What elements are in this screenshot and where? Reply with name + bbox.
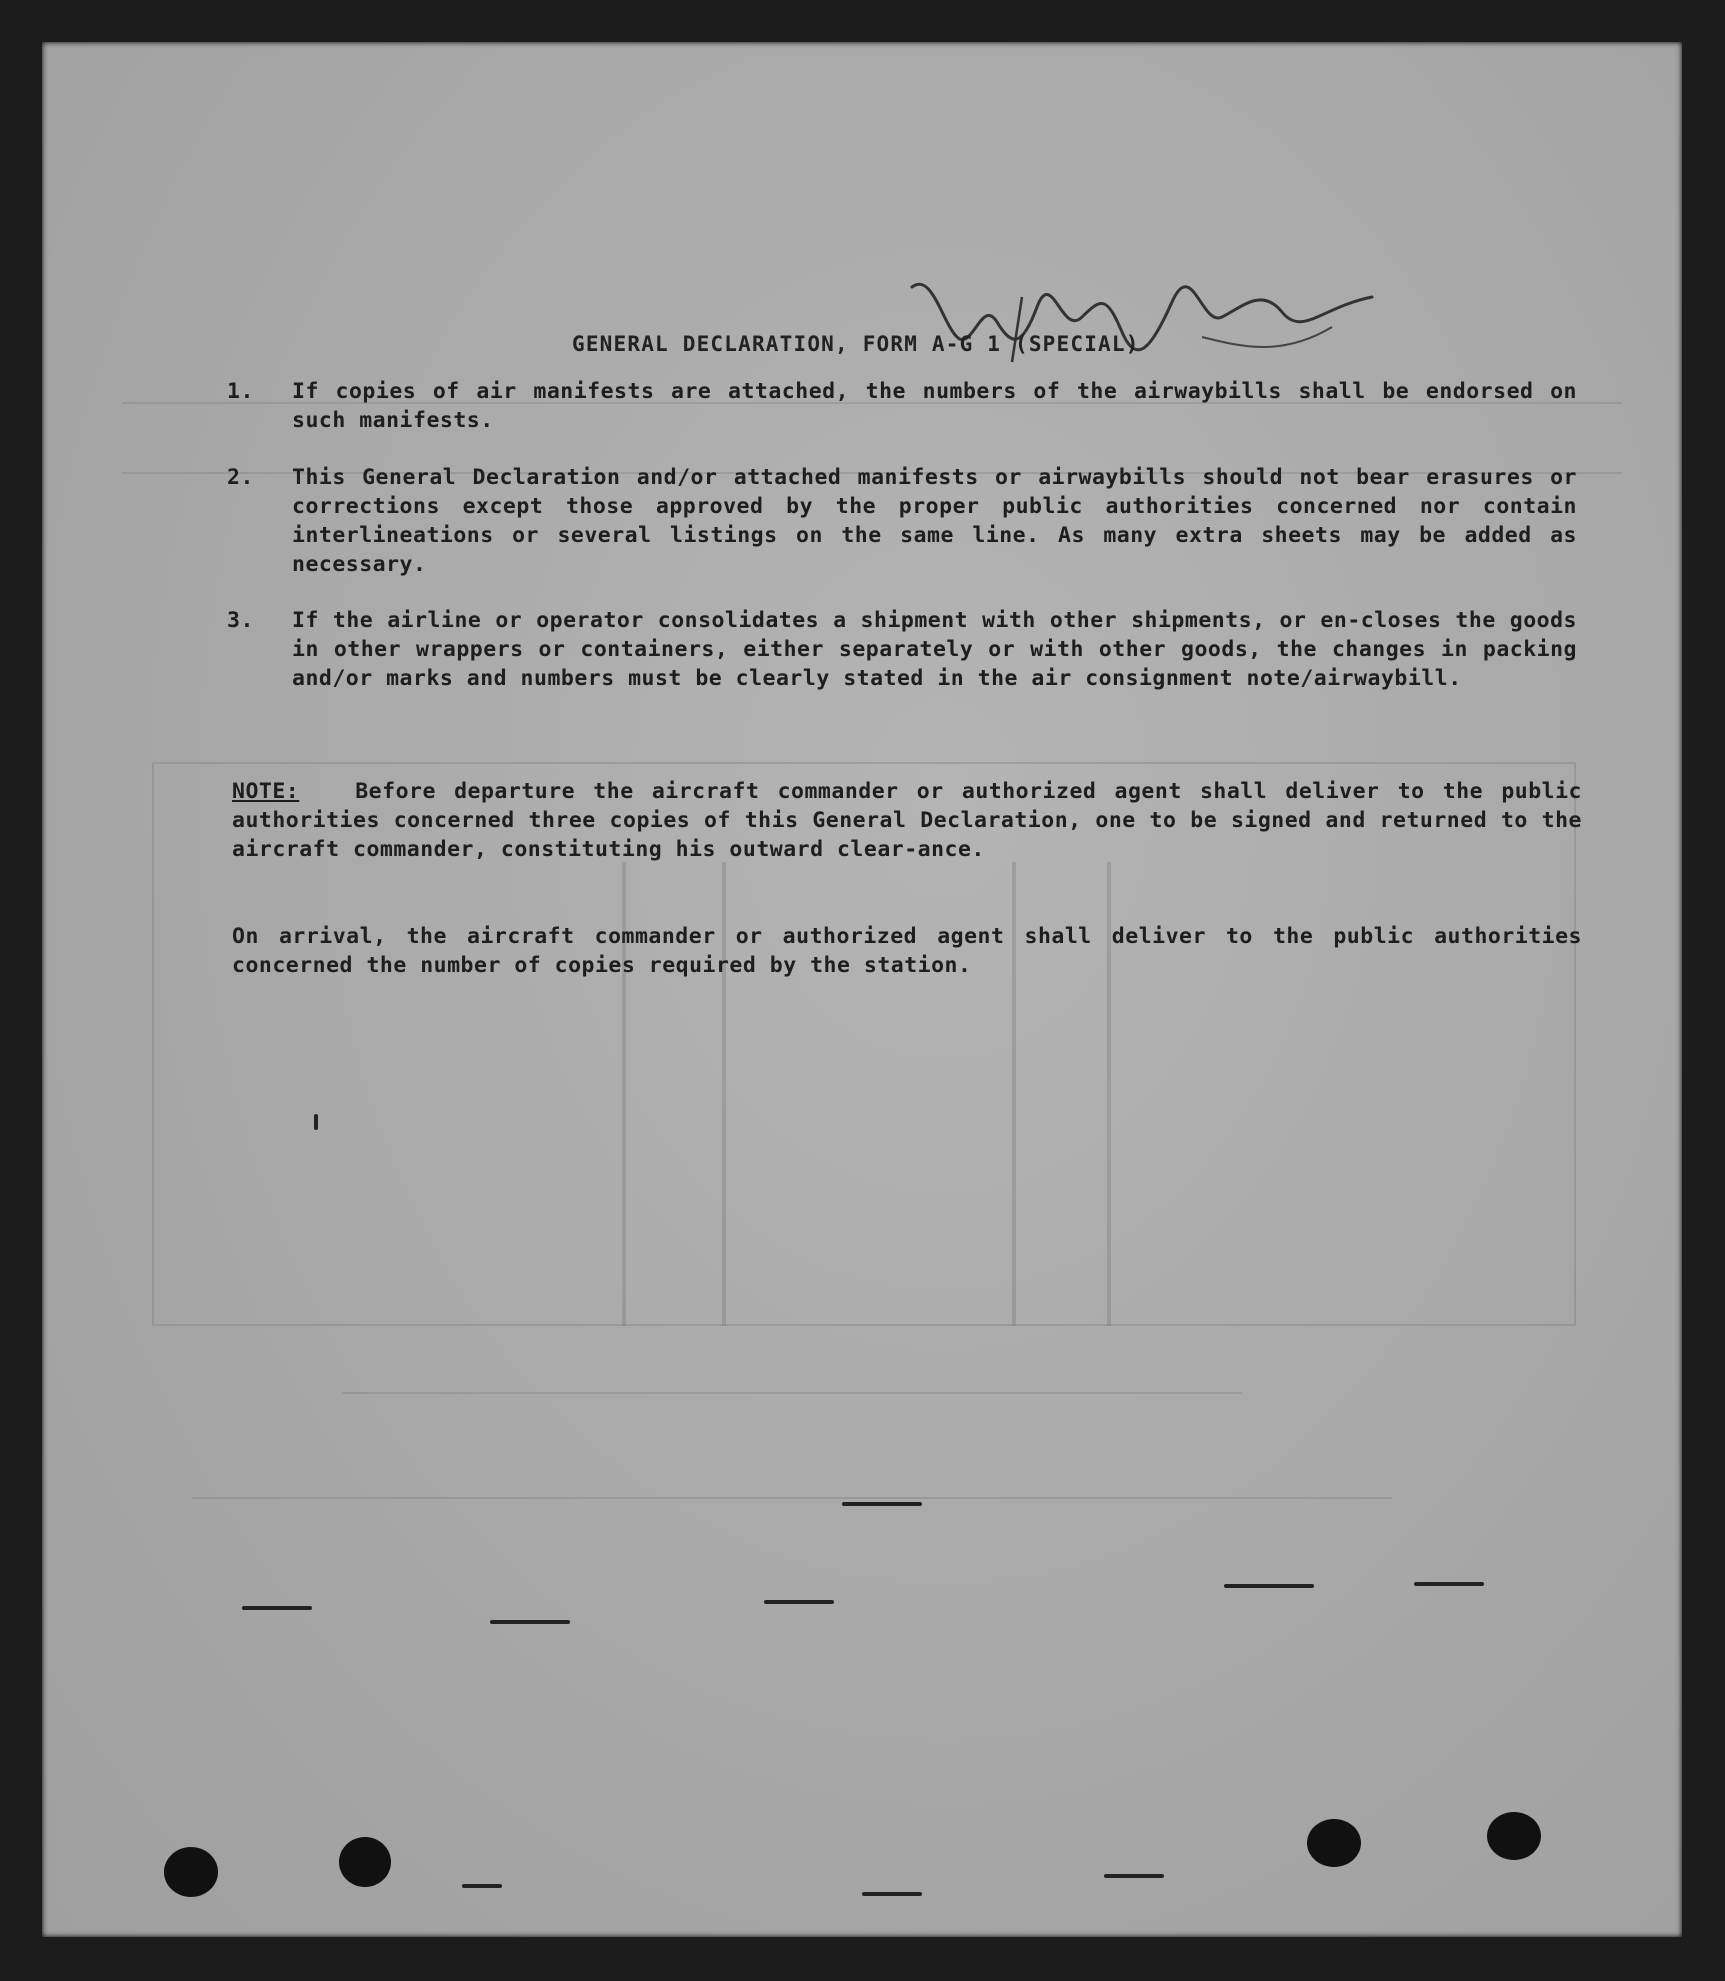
bleed-through-line bbox=[342, 1392, 1242, 1394]
document-title: GENERAL DECLARATION, FORM A-G 1 (SPECIAL) bbox=[572, 332, 1140, 356]
list-item-number: 2. bbox=[227, 465, 254, 490]
list-item-number: 3. bbox=[227, 608, 254, 633]
document-sheet bbox=[42, 42, 1682, 1937]
note-label: NOTE: bbox=[232, 779, 300, 804]
punch-hole bbox=[164, 1847, 218, 1897]
stray-mark bbox=[862, 1892, 922, 1896]
note-text: Before departure the aircraft commander or authorized agent shall deliver to the public authorities concerned three copies of this General Declaration, one to be signed and returned to the aircraft commander, constituting his outward clear-ance. bbox=[232, 779, 1582, 862]
list-item bbox=[227, 606, 1577, 726]
punch-hole bbox=[339, 1837, 391, 1887]
stray-mark bbox=[462, 1884, 502, 1888]
handwritten-annotation bbox=[902, 267, 1382, 377]
note-paragraph bbox=[232, 777, 1582, 864]
stray-mark bbox=[842, 1502, 922, 1506]
list-item-text: If the airline or operator consolidates a shipment with other shipments, or en-closes the goods in other wrappers or containers, either separately or with other goods, the changes in packing and/or marks and numbers must be clearly stated in the air consignment note/airwaybill. bbox=[292, 608, 1577, 691]
arrival-paragraph: On arrival, the aircraft commander or authorized agent shall deliver to the public authorities concerned the number of copies required by the station. bbox=[232, 924, 1582, 978]
list-item-text: This General Declaration and/or attached manifests or airwaybills should not bear erasures or corrections except those approved by the proper public authorities concerned nor contain interlineations or several listings on the same line. As many extra sheets may be added as necessary. bbox=[292, 465, 1577, 577]
list-item-number: 1. bbox=[227, 379, 254, 404]
stray-mark bbox=[1224, 1584, 1314, 1588]
list-item bbox=[227, 463, 1577, 583]
stray-mark bbox=[1414, 1582, 1484, 1586]
bleed-through-line bbox=[192, 1497, 1392, 1499]
stray-mark bbox=[242, 1606, 312, 1610]
stray-mark bbox=[314, 1114, 318, 1130]
stray-mark bbox=[764, 1600, 834, 1604]
list-item bbox=[227, 377, 1577, 437]
stray-mark bbox=[1104, 1874, 1164, 1878]
punch-hole bbox=[1307, 1819, 1361, 1867]
punch-hole bbox=[1487, 1812, 1541, 1860]
list-item-text: If copies of air manifests are attached, the numbers of the airwaybills shall be endorsed on such manifests. bbox=[292, 379, 1577, 433]
stray-mark bbox=[490, 1620, 570, 1624]
